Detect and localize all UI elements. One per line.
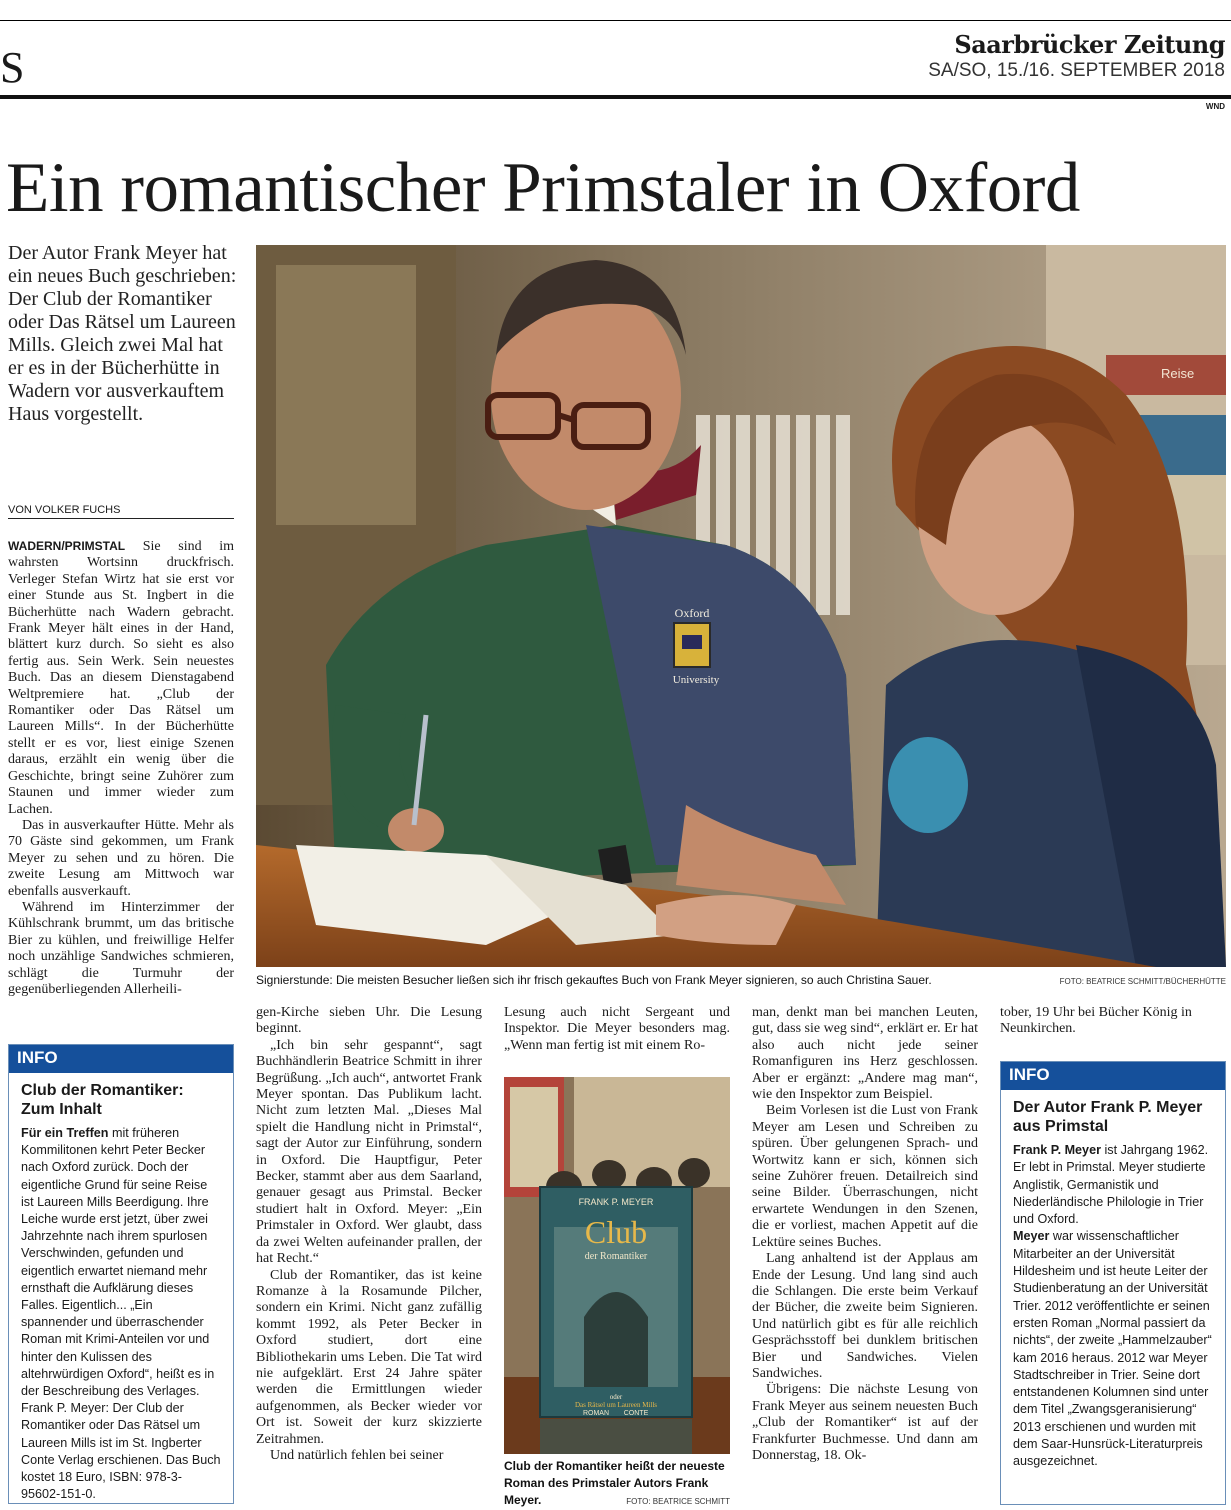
paragraph: WADERN/PRIMSTAL Sie sind im wahrsten Wortsinn druckfrisch. Verleger Stefan Wirtz hat sie erst vor einer Stunde aus St. Ingbert in die Bücherhütte nach Wadern gebracht. Frank Meyer hält eines in der Hand, blättert kurz durch. So sieht es also fertig aus. Sein Werk. Sein neuestes Buch. Das an diesem Dienstagabend Weltpremiere hat. „Club der Romantiker oder Das Rätsel um Laureen Mills“. In der Bücherhütte stellt er es vor, liest einige Szenen daraus, erzählt ein wenig über die Geschichte, bringt seine Zuhörer zum Staunen und immer wieder zum Lachen. <box>8 539 234 817</box>
dateline: WADERN/PRIMSTAL <box>8 539 126 553</box>
paragraph: gen-Kirche sieben Uhr. Die Lesung beginnt. <box>256 1005 482 1037</box>
info-box-header: INFO <box>9 1045 233 1073</box>
book-subtitle-text: der Romantiker <box>584 1251 648 1262</box>
header-rule <box>0 95 1231 99</box>
info-box-text: Frank P. Meyer ist Jahrgang 1962. Er lebt in Primstal. Meyer studierte Anglistik, Germanistik und Niederländische Philologie in Trier und Oxford. Meyer war wissenschaftlicher Mitarbeiter an der Universität Hildesheim und ist heute Leiter der Studienberatung an der Universität Trier. 2012 veröffentlichte er seinen ersten Roman „Normal passiert da nichts“, der zweite „Hammelzauber“ kam 2016 heraus. 2012 war Meyer Stadtschreiber in Trier. Seine dort entstandenen Kolumnen sind unter dem Titel „Zwangsgeranisierung“ 2013 erschienen und wurden mit dem Saar-Hunsrück-Literaturpreis ausgezeichnet. <box>1013 1143 1212 1469</box>
info-box-title: Club der Romantiker: Zum Inhalt <box>21 1082 184 1118</box>
article-column-3 <box>504 1005 730 1054</box>
book-photo-credit: FOTO: BEATRICE SCHMITT <box>626 1497 730 1506</box>
paragraph: Das in ausverkaufter Hütte. Mehr als 70 Gäste sind gekommen, um Frank Meyer zu sehen und zu hören. Die zweite Lesung am Mittwoch war ebenfalls ausverkauft. <box>8 817 234 899</box>
paragraph: Während im Hinterzimmer der Kühlschrank brummt, um das britische Bier zu kühlen, und freiwillige Helfer noch unzählige Sandwiches schmieren, schlägt die Turmuhr der gegenüberliegenden Allerheili- <box>8 899 234 997</box>
book-photo-illustration <box>504 1077 730 1454</box>
article-headline: Ein romantischer Primstaler in Oxford <box>6 149 1080 227</box>
info-box-text: Für ein Treffen mit früheren Kommilitonen kehrt Peter Becker nach Oxford zurück. Doch der eigentliche Grund für seine Reise ist Laureen Mills Beerdigung. Ihre Leiche wurde erst jetzt, über zwei Jahrzehnte nach ihrem spurlosen Verschwinden, gefunden und eigentlich erwartet niemand mehr ernsthaft die Aufklärung dieses Falles. Eigentlich... „Ein spannender und überraschender Roman mit Krimi-Anteilen vor und hinter den Kulissen des altehrwürdigen Oxford“, heißt es in der Beschreibung des Verlages. Frank P. Meyer: Der Club der Romantiker oder Das Rätsel um Laureen Mills ist im St. Ingberter Conte Verlag erschienen. Das Buch kostet 18 Euro, ISBN: 978-3-95602-151-0. <box>21 1126 221 1502</box>
article-column-5 <box>1000 1005 1226 1038</box>
svg-text:University: University <box>672 674 720 686</box>
paragraph: Lang anhaltend ist der Applaus am Ende der Lesung. Und lang sind auch die Schlangen. Die erste beim Verkauf der Bücher, die zweite beim Signieren. Und natürlich gibt es für alle reichlich Gesprächsstoff bei dunklem britischen Bier und Sandwiches. Vielen Sandwiches. <box>752 1251 978 1381</box>
edition-code: WND <box>1205 102 1225 111</box>
paragraph: man, denkt man bei manchen Leuten, gut, dass sie weg sind“, erklärt er. Er hat also auch nicht jede seiner Romanfiguren ins Herz geschlossen. Aber er ergänzt: „Andere mag man“, wie den Inspektor zum Beispiel. <box>752 1005 978 1103</box>
newspaper-logo: Saarbrücker Zeitung <box>954 30 1225 59</box>
paragraph: Beim Vorlesen ist die Lust von Frank Meyer am Lesen und Schreiben zu spüren. Über gelungenen Sprach- und Wortwitz kann er sich, können sich seine Zuhörer freuen. Detailreich sind seine Bilder. Überraschungen, nicht erwartete Wendungen in den Szenen, die er vorliest, machen Appetit auf die Lektüre seines Buches. <box>752 1103 978 1250</box>
main-photo-caption: Signierstunde: Die meisten Besucher ließen sich ihr frisch gekauftes Buch von Frank Meyer signieren, so auch Christina Sauer. <box>256 973 932 987</box>
info-box-book-content <box>8 1044 234 1504</box>
section-letter: S <box>0 43 25 92</box>
info-box-author <box>1000 1061 1226 1505</box>
main-photo-signing <box>256 245 1226 967</box>
book-photo-caption: Club der Romantiker heißt der neueste Roman des Primstaler Autors Frank Meyer. <box>504 1459 725 1507</box>
book-oder-text: oder <box>609 1393 623 1401</box>
book-cover-photo <box>504 1077 730 1454</box>
paragraph: „Ich bin sehr gespannt“, sagt Buchhändlerin Beatrice Schmitt in ihrer Begrüßung. „Ich auch“, antwortet Frank Meyer spontan. Das Publikum lacht. Nicht zum letzten Mal. „Dieses Mal spielt die Handlung nicht in Primstal“, sagt der Autor zur Einführung, sondern in Oxford. Die Hauptfigur, Peter Becker, stammt aber aus dem Saarland, genauer gesagt aus Primstal. Becker studiert halt in Oxford. Meyer: „Ein Primstaler in Oxford. Wer glaubt, dass da zwei Welten aufeinander prallen, der hat Recht.“ <box>256 1037 482 1267</box>
paragraph: Und natürlich fehlen bei seiner <box>270 1447 444 1463</box>
info-box-header: INFO <box>1001 1062 1225 1090</box>
info-box-title: Der Autor Frank P. Meyer aus Primstal <box>1013 1099 1203 1135</box>
article-column-4 <box>752 1005 978 1464</box>
reise-sign-text: Reise <box>1161 366 1195 381</box>
top-rule <box>0 20 1231 21</box>
book-author-text: FRANK P. MEYER <box>578 1197 654 1207</box>
paragraph: Übrigens: Die nächste Lesung von Frank Meyer aus seinem neuesten Buch „Club der Romantiker“ ist auf der Frankfurter Buchmesse. Und dann am Donnerstag, 18. Ok- <box>752 1382 978 1463</box>
article-teaser: Der Autor Frank Meyer hat ein neues Buch geschrieben: Der Club der Romantiker oder Das Rätsel um Laureen Mills. Gleich zwei Mal hat er es in der Bücherhütte in Wadern vor ausverkauftem Haus vorgestellt. <box>8 242 237 425</box>
paragraph: tober, 19 Uhr bei Bücher König in Neunkirchen. <box>1000 1005 1192 1037</box>
paragraph: Lesung auch nicht Sergeant und Inspektor. Die Meyer besonders mag. „Wenn man fertig ist mit einem Ro- <box>504 1005 730 1053</box>
main-photo-credit: FOTO: BEATRICE SCHMITT/BÜCHERHÜTTE <box>1059 977 1226 986</box>
article-column-1 <box>8 538 234 998</box>
svg-text:Oxford: Oxford <box>674 606 710 620</box>
book-tagline-text: Das Rätsel um Laureen Mills <box>574 1401 658 1409</box>
issue-date: SA/SO, 15./16. SEPTEMBER 2018 <box>928 60 1225 81</box>
byline: VON VOLKER FUCHS <box>8 504 234 519</box>
book-genre-text: ROMAN <box>582 1410 610 1417</box>
signing-scene-illustration <box>256 245 1226 967</box>
article-column-2 <box>256 1005 482 1464</box>
paragraph: Club der Romantiker, das ist keine Romanze à la Rosamunde Pilcher, sondern ein Krimi. Nicht ganz zufällig kommt 1992, als Peter Becker in Oxford studiert, dort eine Bibliothekarin ums Leben. Die Tat wird nie aufgeklärt. Erst 24 Jahre später werden die Ermittlungen wieder aufgenommen, als Becker wieder vor Ort ist. Soweit der kurz skizzierte Zeitrahmen. <box>256 1267 482 1447</box>
book-publisher-text: CONTE <box>623 1410 649 1417</box>
book-title-text: Club <box>584 1214 648 1250</box>
